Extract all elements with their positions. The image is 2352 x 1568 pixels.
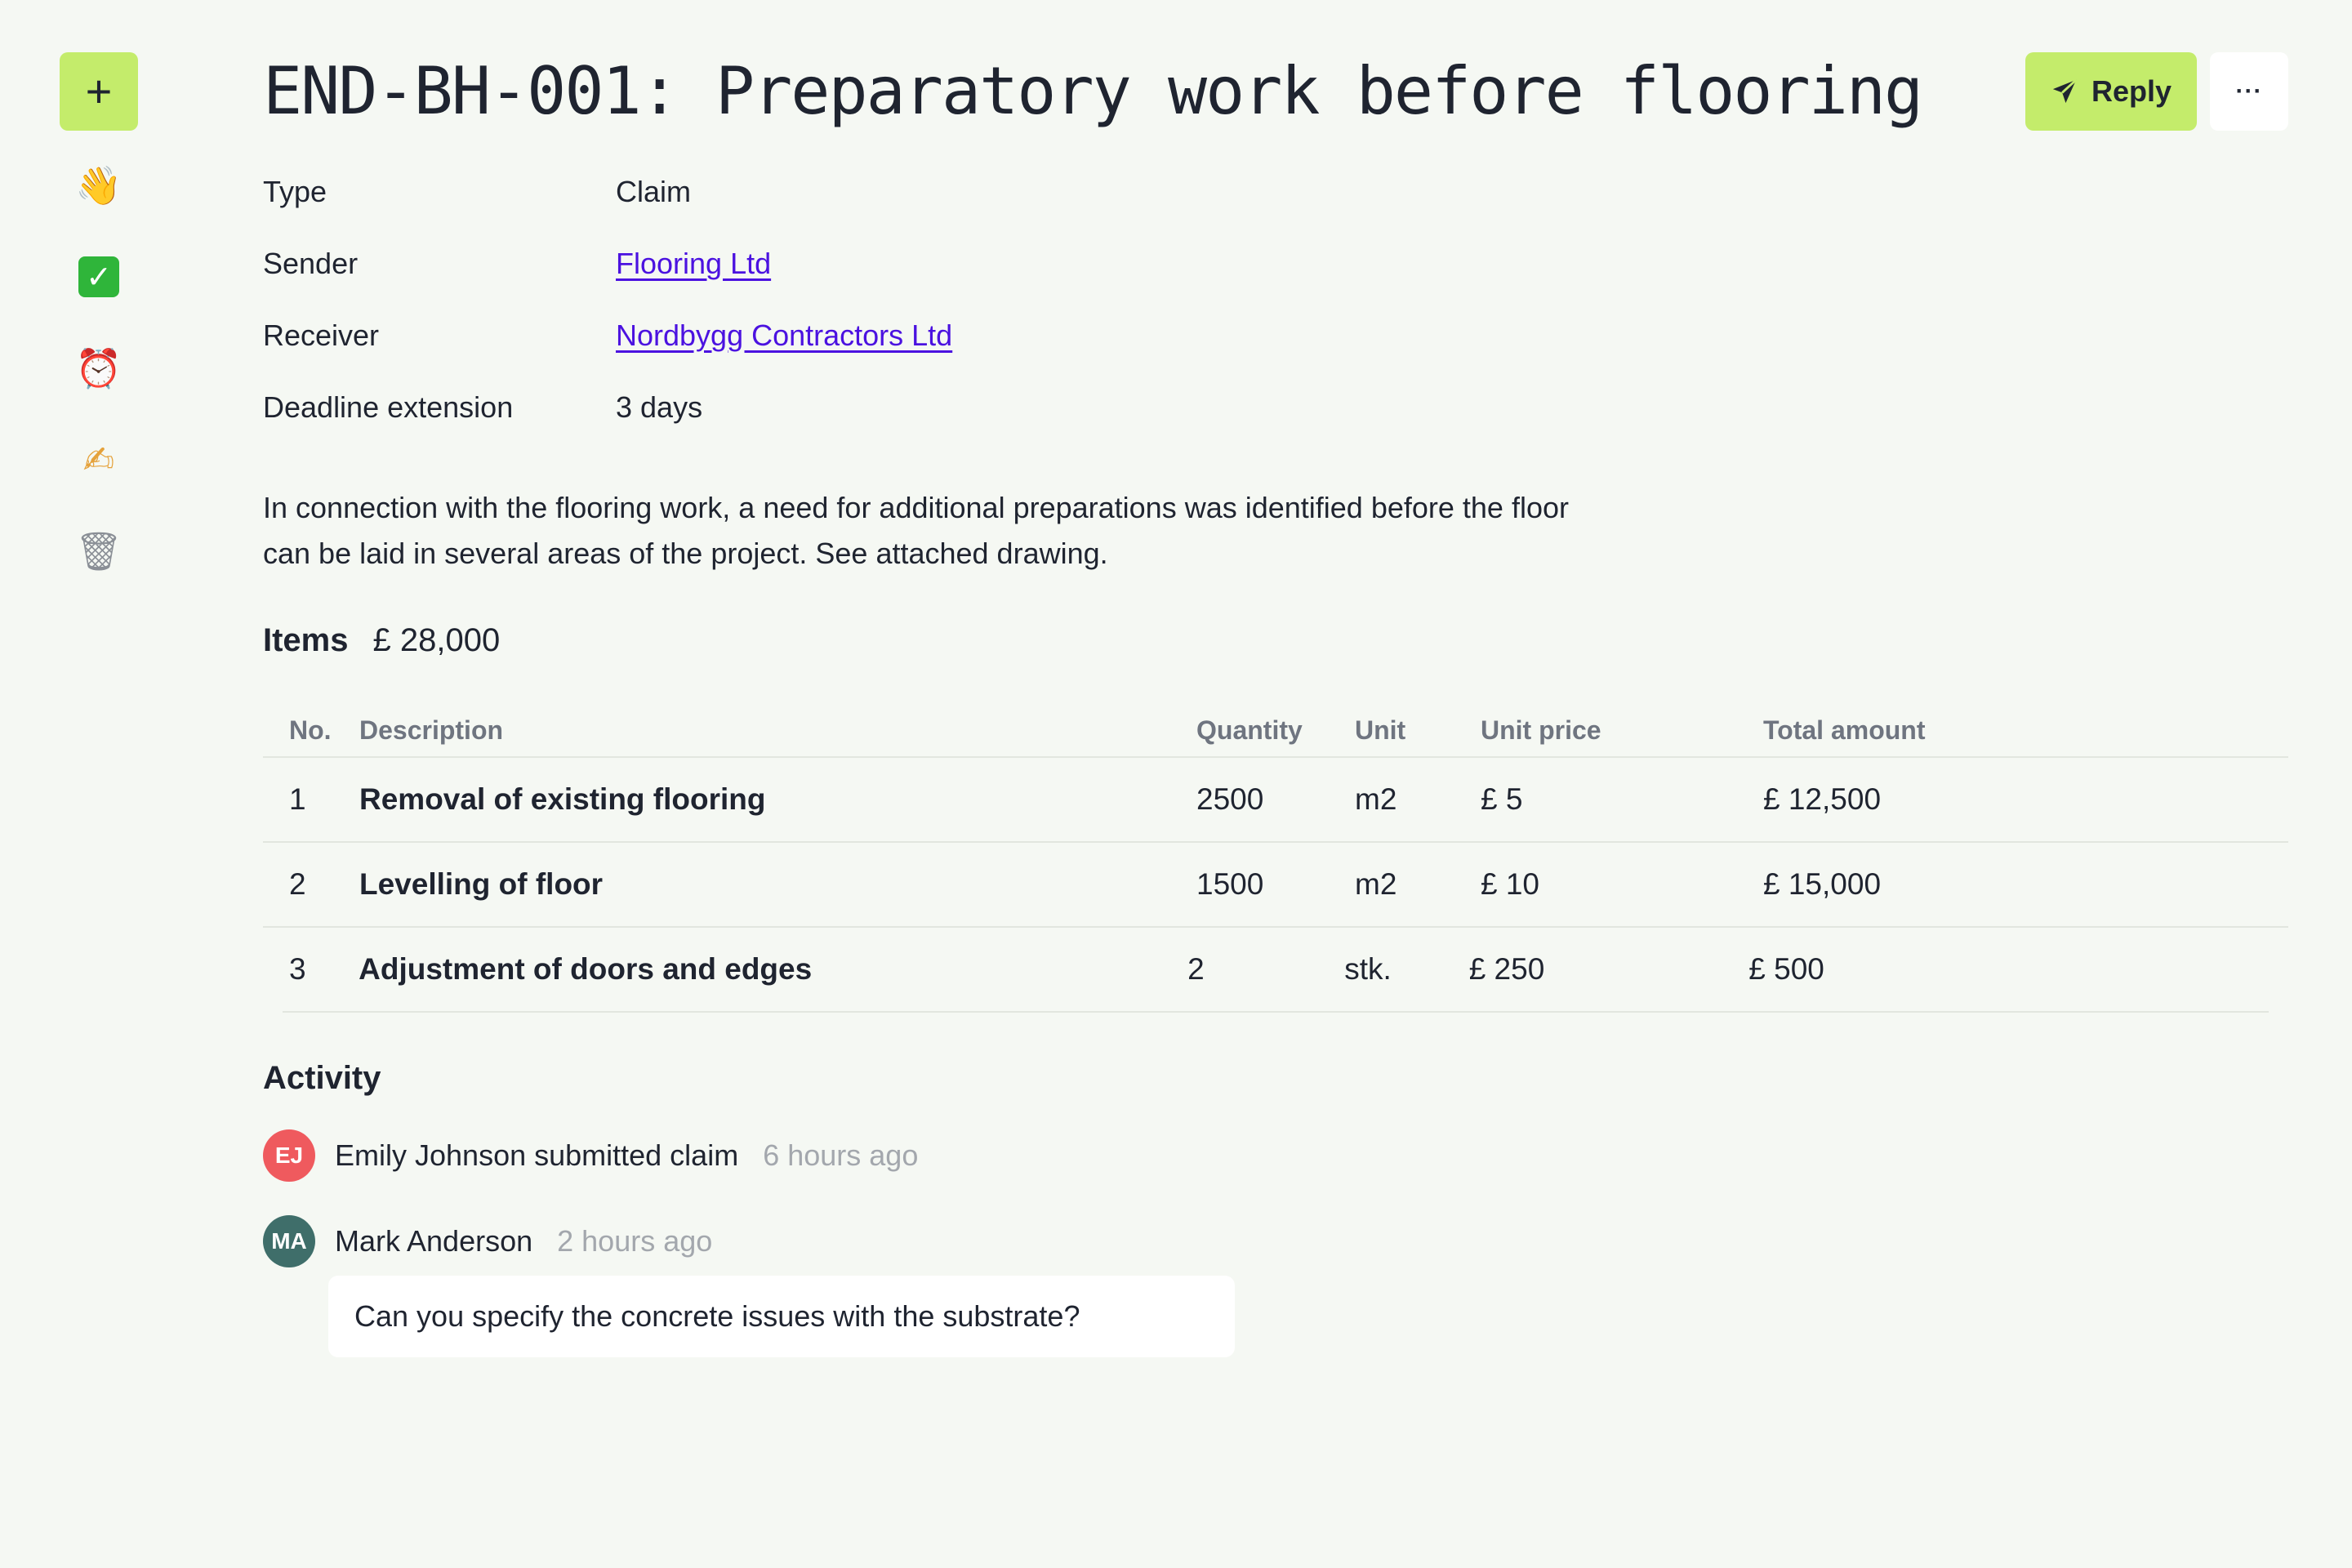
comment-bubble: Can you specify the concrete issues with the substrate? <box>328 1276 1235 1357</box>
avatar: MA <box>263 1215 315 1267</box>
row-description: Levelling of floor <box>359 867 604 901</box>
row-quantity: 2 <box>1187 952 1205 986</box>
more-icon: ··· <box>2235 78 2263 105</box>
row-total: £ 500 <box>1748 952 1824 986</box>
waving-hand-icon: 👋 <box>75 163 122 207</box>
claim-details <box>263 175 952 462</box>
receiver-label: Receiver <box>263 318 380 352</box>
claim-description: In connection with the flooring work, a need for additional preparations was identified before the floor can be laid in several areas of the project. See attached drawing. <box>263 491 1569 570</box>
table-header <box>263 704 2288 758</box>
col-description: Description <box>359 715 504 745</box>
col-no: No. <box>289 715 332 745</box>
sidebar <box>60 52 138 606</box>
sidebar-item-wave[interactable] <box>60 149 138 222</box>
table-row[interactable] <box>263 843 2288 928</box>
table-row[interactable] <box>283 928 2269 1013</box>
items-table <box>263 704 2288 1013</box>
activity-text: Mark Anderson <box>335 1224 533 1258</box>
activity-title: Activity <box>263 1060 381 1096</box>
col-unit-price: Unit price <box>1481 715 1601 745</box>
row-no: 3 <box>289 952 306 986</box>
row-unit: stk. <box>1344 952 1392 986</box>
row-unit-price: £ 5 <box>1481 782 1523 816</box>
reply-button[interactable] <box>2025 52 2197 131</box>
col-quantity: Quantity <box>1196 715 1303 745</box>
plus-icon: + <box>85 65 113 117</box>
row-quantity: 2500 <box>1196 782 1264 816</box>
row-unit-price: £ 10 <box>1481 867 1540 901</box>
activity-event <box>263 1215 712 1267</box>
page-title: END-BH-001: Preparatory work before flooring <box>263 53 1922 129</box>
row-no: 1 <box>289 782 306 816</box>
activity-text: Emily Johnson submitted claim <box>335 1138 739 1172</box>
receiver-row <box>263 318 952 390</box>
sender-link[interactable]: Flooring Ltd <box>616 247 772 280</box>
send-icon <box>2051 78 2078 105</box>
col-unit: Unit <box>1355 715 1406 745</box>
col-total-amount: Total amount <box>1763 715 1926 745</box>
type-label: Type <box>263 175 327 208</box>
row-total: £ 12,500 <box>1763 782 1882 816</box>
deadline-label: Deadline extension <box>263 390 514 424</box>
row-description: Removal of existing flooring <box>359 782 766 816</box>
check-mark-icon: ✓ <box>78 256 119 297</box>
row-no: 2 <box>289 867 306 901</box>
more-options-button[interactable] <box>2210 52 2288 131</box>
type-row <box>263 175 952 247</box>
sender-label: Sender <box>263 247 359 280</box>
deadline-value: 3 days <box>616 390 703 424</box>
alarm-clock-icon: ⏰ <box>75 345 122 390</box>
wastebasket-icon: 🗑 <box>74 528 123 573</box>
receiver-link[interactable]: Nordbygg Contractors Ltd <box>616 318 953 352</box>
avatar: EJ <box>263 1129 315 1182</box>
type-value: Claim <box>616 175 692 208</box>
sidebar-item-alarm[interactable] <box>60 332 138 405</box>
sidebar-item-write[interactable] <box>60 423 138 497</box>
items-total: £ 28,000 <box>372 622 501 658</box>
sidebar-nav <box>60 149 138 588</box>
row-total: £ 15,000 <box>1763 867 1882 901</box>
items-header <box>263 622 500 659</box>
sidebar-item-check[interactable] <box>60 240 138 314</box>
row-unit-price: £ 250 <box>1468 952 1545 986</box>
activity-event <box>263 1129 918 1182</box>
items-label: Items <box>263 622 349 658</box>
reply-label: Reply <box>2091 74 2172 108</box>
activity-time: 2 hours ago <box>557 1224 713 1258</box>
row-unit: m2 <box>1355 867 1397 901</box>
sender-row <box>263 247 952 318</box>
deadline-row <box>263 390 952 462</box>
activity-time: 6 hours ago <box>763 1138 919 1172</box>
sidebar-item-trash[interactable] <box>60 514 138 588</box>
row-quantity: 1500 <box>1196 867 1264 901</box>
table-row[interactable] <box>263 758 2288 843</box>
new-item-button[interactable] <box>60 52 138 131</box>
row-description: Adjustment of doors and edges <box>359 952 813 986</box>
row-unit: m2 <box>1355 782 1397 816</box>
writing-hand-icon: ✍ <box>82 438 115 482</box>
